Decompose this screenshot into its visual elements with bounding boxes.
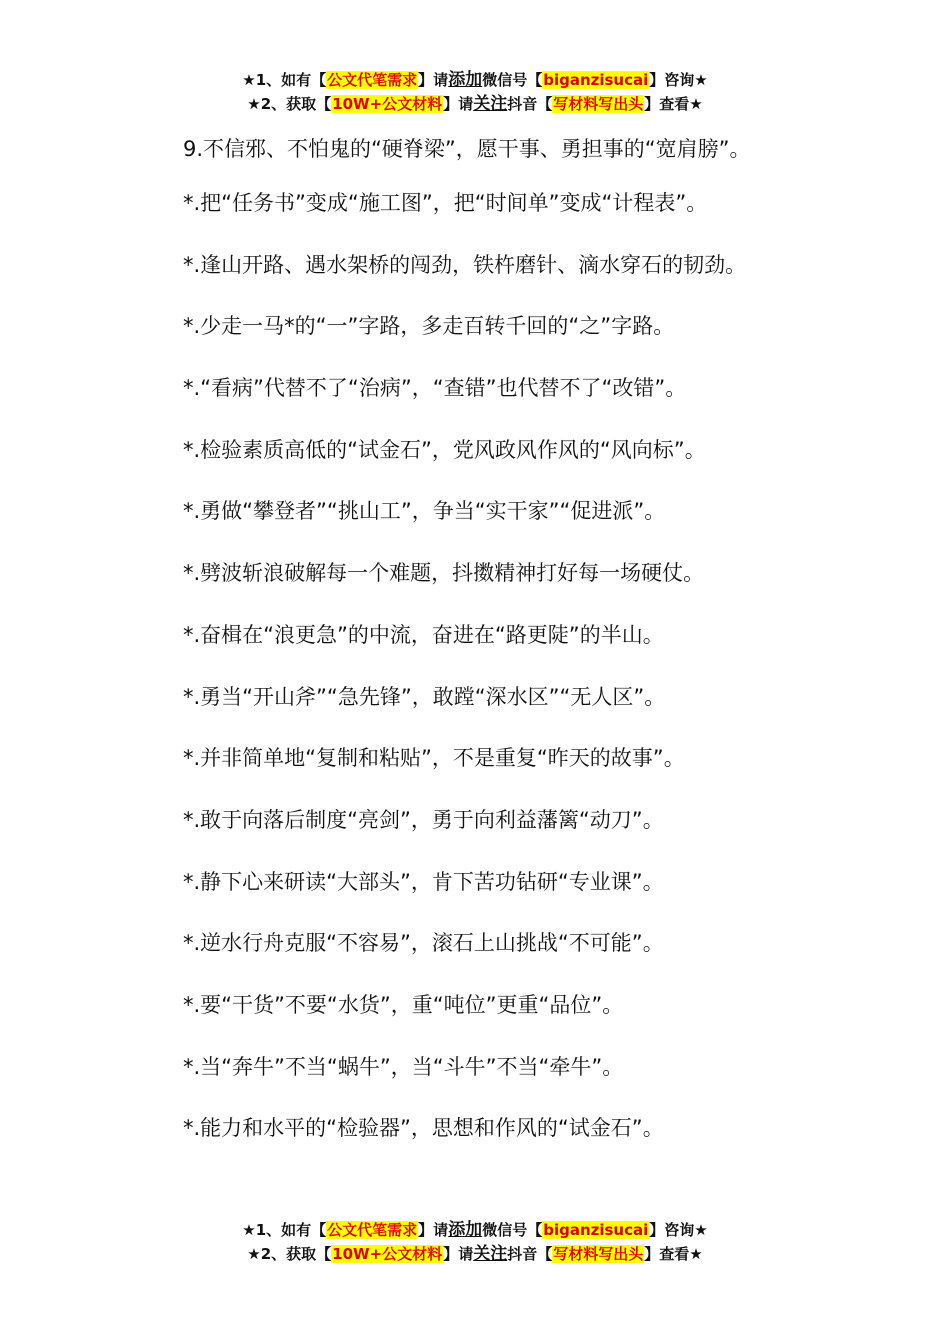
banner-line-1: ★1、如有【公文代笔需求】请添加微信号【biganzisucai】咨询★ [242, 1220, 708, 1240]
wechat-id: biganzisucai [543, 71, 649, 89]
document-body [143, 124, 823, 1173]
list-item: *.把“任务书”变成“施工图”，把“时间单”变成“计程表”。 [183, 191, 708, 215]
list-item: *.当“奔牛”不当“蜗牛”，当“斗牛”不当“牵牛”。 [183, 1054, 624, 1079]
wechat-id: biganzisucai [543, 1221, 649, 1239]
list-item: *.勇做“攀登者”“挑山工”，争当“实干家”“促进派”。 [183, 499, 666, 524]
highlight-service: 公文代笔需求 [327, 71, 418, 89]
banner-line-2: ★2、获取【10W+公文材料】请关注抖音【写材料写出头】查看★ [247, 94, 703, 114]
list-item: *.检验素质高低的“试金石”，党风政风作风的“风向标”。 [183, 437, 706, 462]
list-item: *.逆水行舟克服“不容易”，滚石上山挑战“不可能”。 [183, 931, 664, 956]
highlight-materials: 10W+公文材料 [332, 1245, 443, 1263]
banner-line-2: ★2、获取【10W+公文材料】请关注抖音【写材料写出头】查看★ [247, 1244, 703, 1264]
list-item: *.勇当“开山斧”“急先锋”，敢蹚“深水区”“无人区”。 [183, 684, 666, 709]
header-banner [0, 68, 950, 116]
list-item: *.少走一马*的“一”字路，多走百转千回的“之”字路。 [183, 314, 675, 339]
footer-banner [0, 1218, 950, 1266]
list-item: *.要“干货”不要“水货”，重“吨位”更重“品位”。 [183, 992, 624, 1017]
list-item: *.逢山开路、遇水架桥的闯劲，铁杵磨针、滴水穿石的韧劲。 [183, 252, 747, 277]
banner-line-1: ★1、如有【公文代笔需求】请添加微信号【biganzisucai】咨询★ [242, 70, 708, 90]
list-item: *.静下心来研读“大部头”，肯下苦功钻研“专业课”。 [183, 869, 664, 894]
list-item: *.能力和水平的“检验器”，思想和作风的“试金石”。 [183, 1116, 664, 1141]
paragraph-first: 9.不信邪、不怕鬼的“硬脊梁”，愿干事、勇担事的“宽肩膀”。 [183, 137, 751, 161]
list-item: *.敢于向落后制度“亮剑”，勇于向利益藩篱“动刀”。 [183, 807, 664, 832]
list-item: *.劈波斩浪破解每一个难题，抖擞精神打好每一场硬仗。 [183, 561, 705, 586]
douyin-account: 写材料写出头 [553, 1245, 644, 1263]
highlight-service: 公文代笔需求 [327, 1221, 418, 1239]
list-item: *.奋楫在“浪更急”的中流，奋进在“路更陡”的半山。 [183, 622, 664, 647]
douyin-account: 写材料写出头 [553, 95, 644, 113]
list-item: *.“看病”代替不了“治病”，“查错”也代替不了“改错”。 [183, 376, 687, 401]
list-item: *.并非简单地“复制和粘贴”，不是重复“昨天的故事”。 [183, 746, 685, 771]
highlight-materials: 10W+公文材料 [332, 95, 443, 113]
